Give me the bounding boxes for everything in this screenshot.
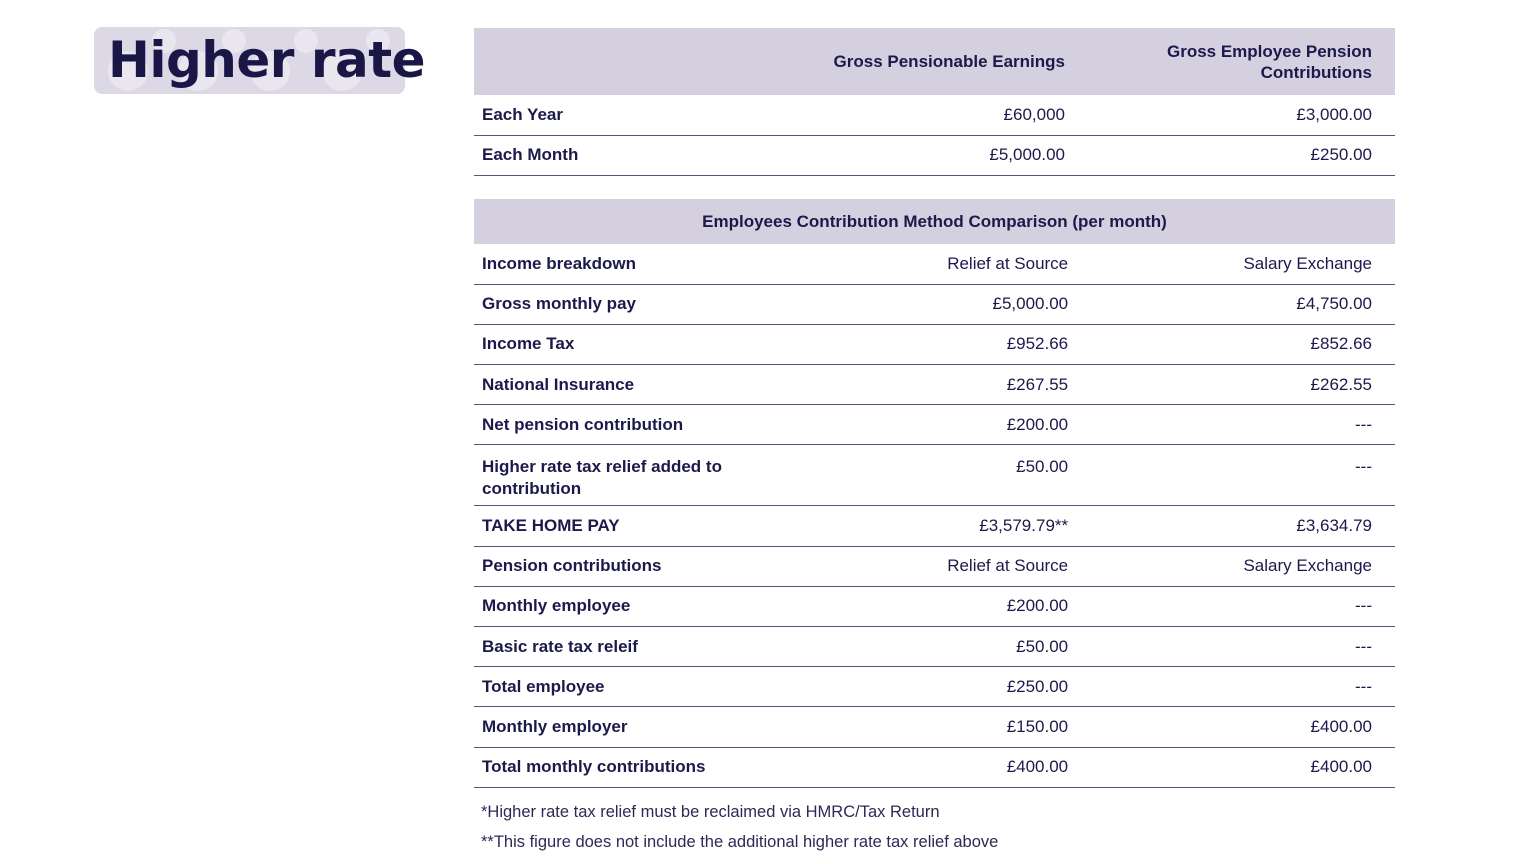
column-header: Gross Pensionable Earnings [774, 28, 1073, 95]
table-row [474, 627, 1395, 667]
cell-value: Relief at Source [780, 546, 1076, 586]
cell-value: Salary Exchange [1076, 244, 1395, 284]
earnings-summary-table [474, 28, 1395, 176]
footnotes [481, 801, 998, 861]
cell-value: £4,750.00 [1076, 284, 1395, 324]
table-title: Employees Contribution Method Comparison (per month) [474, 199, 1395, 244]
table-row [474, 667, 1395, 707]
cell-value: --- [1076, 445, 1395, 506]
row-label: Monthly employee [474, 586, 780, 626]
table-header-row [474, 28, 1395, 95]
cell-value: £5,000.00 [774, 135, 1073, 175]
column-header: Gross Employee Pension Contributions [1073, 28, 1395, 95]
row-label: Gross monthly pay [474, 284, 780, 324]
table-row [474, 747, 1395, 787]
table-row [474, 445, 1395, 506]
cell-value: £400.00 [780, 747, 1076, 787]
cell-value: £262.55 [1076, 365, 1395, 405]
row-label: Higher rate tax relief added to contribution [474, 445, 780, 506]
row-label: Income Tax [474, 324, 780, 364]
cell-value: £50.00 [780, 627, 1076, 667]
column-header [474, 28, 774, 95]
cell-value: £5,000.00 [780, 284, 1076, 324]
cell-value: --- [1076, 586, 1395, 626]
cell-value: £400.00 [1076, 747, 1395, 787]
cell-value: £3,579.79** [780, 506, 1076, 546]
page-title-block [94, 27, 426, 94]
table-row [474, 707, 1395, 747]
cell-value: £50.00 [780, 445, 1076, 506]
table-row [474, 244, 1395, 284]
row-label: Each Year [474, 95, 774, 135]
cell-value: --- [1076, 667, 1395, 707]
cell-value: Salary Exchange [1076, 546, 1395, 586]
footnote: *Higher rate tax relief must be reclaimed via HMRC/Tax Return [481, 803, 940, 821]
page-title: Higher rate [108, 31, 426, 89]
table-row [474, 405, 1395, 445]
row-label: Each Month [474, 135, 774, 175]
table-title-row [474, 199, 1395, 244]
table-row [474, 95, 1395, 135]
row-label: TAKE HOME PAY [474, 506, 780, 546]
cell-value: --- [1076, 405, 1395, 445]
cell-value: £952.66 [780, 324, 1076, 364]
table-row [474, 365, 1395, 405]
table-row [474, 506, 1395, 546]
contribution-comparison-table [474, 199, 1395, 788]
cell-value: £200.00 [780, 586, 1076, 626]
cell-value: £852.66 [1076, 324, 1395, 364]
row-label: Monthly employer [474, 707, 780, 747]
cell-value: £250.00 [1073, 135, 1395, 175]
row-label: Basic rate tax releif [474, 627, 780, 667]
table-row [474, 546, 1395, 586]
table-row [474, 324, 1395, 364]
footnote: **This figure does not include the additional higher rate tax relief above [481, 833, 999, 851]
cell-value: £200.00 [780, 405, 1076, 445]
cell-value: £250.00 [780, 667, 1076, 707]
row-label: Net pension contribution [474, 405, 780, 445]
cell-value: --- [1076, 627, 1395, 667]
table-row [474, 586, 1395, 626]
cell-value: £267.55 [780, 365, 1076, 405]
row-label: Income breakdown [474, 244, 780, 284]
cell-value: £3,000.00 [1073, 95, 1395, 135]
row-label: Pension contributions [474, 546, 780, 586]
cell-value: £3,634.79 [1076, 506, 1395, 546]
table-row [474, 135, 1395, 175]
row-label: Total employee [474, 667, 780, 707]
cell-value: £150.00 [780, 707, 1076, 747]
cell-value: £400.00 [1076, 707, 1395, 747]
cell-value: £60,000 [774, 95, 1073, 135]
table-row [474, 284, 1395, 324]
row-label: National Insurance [474, 365, 780, 405]
row-label: Total monthly contributions [474, 747, 780, 787]
comparison-body [474, 244, 1395, 787]
cell-value: Relief at Source [780, 244, 1076, 284]
